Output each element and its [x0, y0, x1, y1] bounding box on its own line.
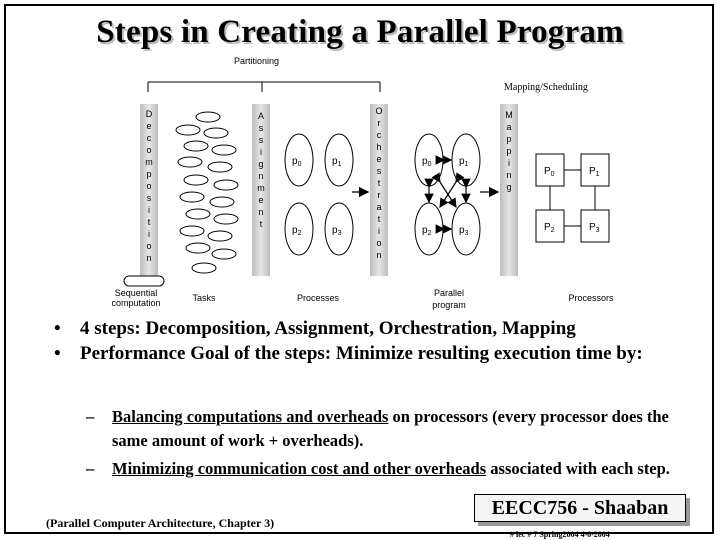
parallel-process-ellipse — [415, 134, 443, 186]
task-ellipse — [214, 180, 238, 190]
task-ellipse — [208, 231, 232, 241]
assignment-letter: n — [258, 171, 264, 181]
lecture-info: # lec # 7 Spring2004 4-6-2004 — [510, 530, 610, 539]
parallel-process-ellipse — [415, 203, 443, 255]
mapping-letter: p — [506, 146, 512, 156]
tasks-cluster — [176, 112, 238, 273]
task-ellipse — [210, 197, 234, 207]
mapping-scheduling-label: Mapping/Scheduling — [504, 82, 588, 93]
process-ellipse — [285, 134, 313, 186]
sub-bullet-item — [86, 405, 676, 453]
orchestration-letter: s — [376, 166, 382, 176]
orchestration-letter: t — [377, 178, 381, 188]
task-ellipse — [176, 125, 200, 135]
processor-label: $P_1$ — [589, 166, 600, 178]
orchestration-letter: h — [376, 142, 382, 152]
orchestration-letter: i — [378, 226, 380, 236]
sequential-computation-label-line1: Sequential — [114, 288, 158, 298]
decomposition-letter: D — [145, 109, 153, 119]
decomposition-letter: p — [146, 169, 152, 179]
sequential-computation-shape — [124, 276, 164, 286]
processes-label: Processes — [296, 293, 340, 303]
decomposition-letter: m — [145, 157, 153, 167]
processors-label: Processors — [568, 293, 614, 303]
orchestration-letter: o — [376, 238, 382, 248]
sub-bullet-rest: associated with each step. — [486, 459, 670, 478]
sub-bullet-item — [86, 457, 676, 481]
assignment-letter: A — [257, 111, 265, 121]
assignment-letter: i — [260, 147, 262, 157]
parallel-program-label-line2: program — [432, 300, 466, 310]
processes-cluster — [285, 134, 353, 255]
decomposition-letter: t — [147, 217, 151, 227]
dash-marker: – — [86, 407, 95, 426]
task-ellipse — [180, 192, 204, 202]
processors-cluster — [536, 154, 609, 242]
parallel-process-label: $p_2$ — [422, 225, 432, 237]
decomposition-letter: o — [146, 181, 152, 191]
assignment-letter: s — [258, 123, 264, 133]
parallel-program-label-line1: Parallel — [433, 288, 465, 298]
task-ellipse — [204, 128, 228, 138]
decomposition-letter: o — [146, 241, 152, 251]
task-ellipse — [184, 175, 208, 185]
task-ellipse — [192, 263, 216, 273]
bullet-item: • Performance Goal of the steps: Minimize resulting execution time by: — [54, 341, 674, 366]
partitioning-label: Partitioning — [234, 56, 280, 66]
mapping-letter: p — [506, 134, 512, 144]
parallel-process-ellipse — [452, 203, 480, 255]
decomposition-letter: c — [146, 133, 152, 143]
bullet-item: • 4 steps: Decomposition, Assignment, Orchestration, Mapping — [54, 316, 674, 341]
mapping-letter: a — [506, 122, 512, 132]
sub-bullet-rest: on processors (every processor does the same amount of work + overheads). — [112, 407, 669, 450]
task-ellipse — [214, 214, 238, 224]
mapping-letter: n — [506, 170, 512, 180]
orchestration-letter: r — [377, 190, 381, 200]
parallel-process-label: $p_1$ — [459, 156, 469, 168]
assignment-letter: g — [258, 159, 264, 169]
decomposition-letter: s — [146, 193, 152, 203]
process-label: $p_1$ — [332, 156, 342, 168]
partitioning-bracket — [148, 82, 380, 92]
mapping-letter: g — [506, 182, 512, 192]
assignment-letter: e — [258, 195, 264, 205]
mapping-letter: M — [505, 110, 513, 120]
reference-text: (Parallel Computer Architecture, Chapter 3) — [46, 516, 275, 530]
orchestration-letter: t — [377, 214, 381, 224]
orchestration-letter: n — [376, 250, 382, 260]
process-label: $p_3$ — [332, 225, 342, 237]
decomposition-letter: e — [146, 121, 152, 131]
decomposition-letter: i — [148, 229, 150, 239]
tasks-label: Tasks — [192, 293, 216, 303]
parallel-process-label: $p_3$ — [459, 225, 469, 237]
orchestration-letter: O — [375, 106, 383, 116]
slide-title: Steps in Creating a Parallel Program — [96, 14, 624, 50]
parallel-process-label: $p_0$ — [422, 156, 432, 168]
process-ellipse — [325, 134, 353, 186]
process-label: $p_2$ — [292, 225, 302, 237]
process-ellipse — [325, 203, 353, 255]
processor-label: $P_0$ — [544, 166, 555, 178]
mapping-letter: i — [508, 158, 510, 168]
task-ellipse — [186, 209, 210, 219]
course-badge: EECC756 - Shaaban — [474, 494, 686, 522]
process-ellipse — [285, 203, 313, 255]
processor-label: $P_2$ — [544, 222, 555, 234]
sequential-computation-label-line2: computation — [111, 298, 161, 308]
processor-label: $P_3$ — [589, 222, 600, 234]
process-label: $p_0$ — [292, 156, 302, 168]
decomposition-letter: o — [146, 145, 152, 155]
orchestration-letter: a — [376, 202, 382, 212]
task-ellipse — [184, 141, 208, 151]
task-ellipse — [212, 249, 236, 259]
main-bullets — [54, 316, 674, 366]
assignment-letter: t — [259, 219, 263, 229]
assignment-letter: s — [258, 135, 264, 145]
orchestration-letter: r — [377, 118, 381, 128]
assignment-letter: n — [258, 207, 264, 217]
orchestration-letter: c — [376, 130, 382, 140]
decomposition-letter: i — [148, 205, 150, 215]
task-ellipse — [178, 157, 202, 167]
sub-bullets — [86, 405, 676, 485]
task-ellipse — [186, 243, 210, 253]
task-ellipse — [208, 162, 232, 172]
sub-bullet-underlined: Minimizing communication cost and other overheads — [112, 459, 487, 478]
decomposition-letter: n — [146, 253, 152, 263]
sub-bullet-underlined: Balancing computations and overheads — [112, 407, 389, 426]
assignment-letter: m — [257, 183, 265, 193]
task-ellipse — [196, 112, 220, 122]
orchestration-letter: e — [376, 154, 382, 164]
parallel-process-ellipse — [452, 134, 480, 186]
task-ellipse — [212, 145, 236, 155]
task-ellipse — [180, 226, 204, 236]
parallel-program-cluster — [415, 134, 480, 255]
dash-marker: – — [86, 459, 95, 478]
